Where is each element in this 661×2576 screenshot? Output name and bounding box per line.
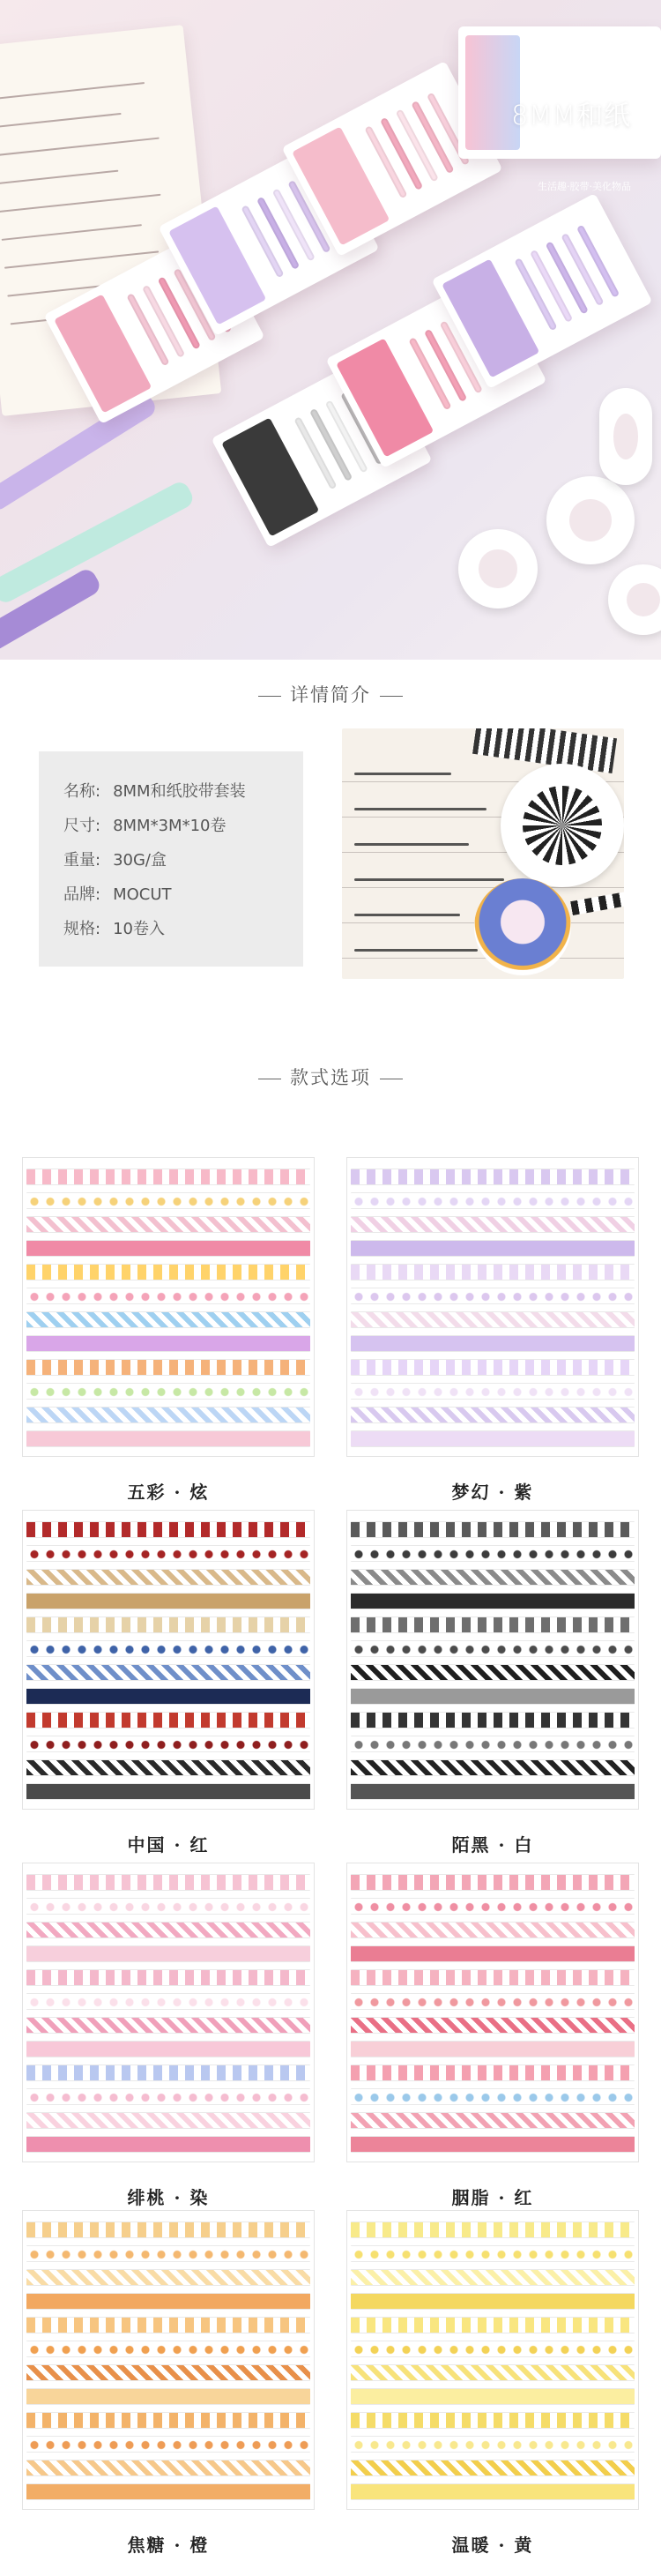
tape-strip xyxy=(26,1688,310,1705)
tape-roll xyxy=(599,388,652,485)
tape-sample-sheet xyxy=(22,2210,315,2510)
tape-strip xyxy=(26,1783,310,1800)
tape-strip xyxy=(26,1736,310,1752)
detail-value: MOCUT xyxy=(113,885,172,904)
tape-strip xyxy=(351,2412,635,2429)
tape-strip xyxy=(351,1640,635,1657)
variant-card[interactable] xyxy=(22,1157,315,1503)
tape-strip xyxy=(351,1407,635,1423)
tape-strip xyxy=(26,1898,310,1915)
variant-name: 中国 · 红 xyxy=(127,1834,210,1855)
detail-value: 8MM*3M*10卷 xyxy=(113,817,227,835)
tape-strip xyxy=(351,2017,635,2034)
tape-strip xyxy=(26,2460,310,2476)
tape-strip xyxy=(26,2017,310,2034)
tape-strip xyxy=(351,1898,635,1915)
variant-name: 陌黑 · 白 xyxy=(451,1834,534,1855)
tape-strip xyxy=(26,1359,310,1376)
variants-heading xyxy=(0,1064,661,1090)
tape-strip xyxy=(26,2412,310,2429)
variant-name: 焦糖 · 橙 xyxy=(127,2535,210,2556)
tape-strip xyxy=(26,1407,310,1423)
tape-strip xyxy=(26,1335,310,1352)
detail-value: 10卷入 xyxy=(113,920,165,938)
tape-roll xyxy=(546,476,635,564)
tape-strip xyxy=(351,1922,635,1938)
tape-strip xyxy=(351,1383,635,1400)
tape-strip xyxy=(26,2088,310,2105)
tape-strip xyxy=(26,1664,310,1681)
tape-strip xyxy=(351,2460,635,2476)
tape-strip xyxy=(26,2436,310,2453)
variants-heading-text: 款式选项 xyxy=(290,1067,371,1088)
tape-strip xyxy=(351,1240,635,1257)
detail-key: 名称: xyxy=(63,782,101,801)
tape-strip xyxy=(351,2221,635,2238)
tape-strip xyxy=(26,2293,310,2310)
tape-strip xyxy=(26,1569,310,1586)
detail-key: 规格: xyxy=(63,920,101,938)
tape-sample-sheet xyxy=(346,1510,639,1810)
tape-strip xyxy=(26,2483,310,2500)
tape-strip xyxy=(351,2041,635,2057)
tape-strip xyxy=(26,1922,310,1938)
tape-strip xyxy=(351,1569,635,1586)
tape-strip xyxy=(351,2245,635,2262)
tape-strip xyxy=(351,1335,635,1352)
tape-strip xyxy=(351,1216,635,1233)
details-heading-text: 详情简介 xyxy=(290,684,371,706)
tape-strip xyxy=(26,1169,310,1185)
tape-sample-sheet xyxy=(346,1863,639,2162)
hero-title: 8MM和纸 xyxy=(511,101,631,131)
tape-strip xyxy=(351,1736,635,1752)
tape-sample-sheet xyxy=(346,1157,639,1457)
tape-strip xyxy=(351,2293,635,2310)
variant-card[interactable] xyxy=(22,2210,315,2556)
hero-subtitle: 手账装 xyxy=(586,142,631,160)
tape-strip xyxy=(26,1288,310,1304)
tape-sample-sheet xyxy=(346,2210,639,2510)
tape-strip xyxy=(26,1264,310,1281)
tape-strip xyxy=(351,1617,635,1633)
variant-card[interactable] xyxy=(346,2210,639,2556)
tape-strip xyxy=(351,1311,635,1328)
tape-strip xyxy=(26,2317,310,2333)
tape-strip xyxy=(351,2136,635,2153)
tape-strip xyxy=(26,1216,310,1233)
tape-strip xyxy=(351,1545,635,1562)
detail-row xyxy=(63,809,303,843)
tape-strip xyxy=(351,1288,635,1304)
tape-strip xyxy=(26,1759,310,1776)
tape-strip xyxy=(26,2112,310,2129)
tape-strip xyxy=(26,1617,310,1633)
tape-strip xyxy=(351,1688,635,1705)
detail-value: 8MM和纸胶带套装 xyxy=(113,782,246,801)
variant-card[interactable] xyxy=(22,1863,315,2208)
tape-strip xyxy=(351,1759,635,1776)
tape-strip xyxy=(351,1593,635,1609)
detail-key: 尺寸: xyxy=(63,817,101,835)
tape-strip xyxy=(351,1969,635,1986)
details-heading xyxy=(0,681,661,707)
tape-strip xyxy=(26,1969,310,1986)
detail-row xyxy=(63,774,303,809)
variant-card[interactable] xyxy=(346,1157,639,1503)
variant-name: 温暖 · 黄 xyxy=(451,2535,534,2556)
tape-strip xyxy=(351,2341,635,2357)
variant-card[interactable] xyxy=(346,1510,639,1855)
tape-strip xyxy=(351,2388,635,2405)
variant-name: 五彩 · 炫 xyxy=(127,1482,210,1503)
tape-strip xyxy=(351,1993,635,2010)
tape-strip xyxy=(26,1593,310,1609)
details-panel xyxy=(39,751,303,967)
tape-roll xyxy=(458,529,538,609)
tape-strip xyxy=(351,2436,635,2453)
tape-strip xyxy=(26,2245,310,2262)
detail-row xyxy=(63,877,303,912)
tape-strip xyxy=(351,2364,635,2381)
tape-strip xyxy=(351,2112,635,2129)
tape-strip xyxy=(351,2483,635,2500)
tape-strip xyxy=(26,2269,310,2286)
tape-strip xyxy=(351,2317,635,2333)
detail-row xyxy=(63,843,303,877)
tape-strip xyxy=(26,2221,310,2238)
tape-strip xyxy=(26,1545,310,1562)
tape-strip xyxy=(351,1521,635,1538)
tape-strip xyxy=(26,1383,310,1400)
tape-strip xyxy=(351,1874,635,1891)
tape-strip xyxy=(351,2269,635,2286)
tape-strip xyxy=(26,1521,310,1538)
tape-strip xyxy=(26,1192,310,1209)
tape-strip xyxy=(351,2065,635,2081)
tape-strip xyxy=(351,1664,635,1681)
tape-strip xyxy=(351,1712,635,1729)
tape-strip xyxy=(26,1874,310,1891)
tape-sample-sheet xyxy=(22,1863,315,2162)
tape-roll xyxy=(608,564,661,635)
hero-overlay-text xyxy=(511,93,631,193)
tape-strip xyxy=(26,2341,310,2357)
tape-strip xyxy=(351,1264,635,1281)
tape-strip xyxy=(26,1945,310,1962)
tape-strip xyxy=(26,1640,310,1657)
hero-photo xyxy=(0,0,661,660)
detail-key: 重量: xyxy=(63,851,101,870)
tape-strip xyxy=(26,2136,310,2153)
tape-strip xyxy=(351,1169,635,1185)
tape-strip xyxy=(26,2065,310,2081)
tape-strip xyxy=(26,1430,310,1447)
tape-strip xyxy=(26,1712,310,1729)
tape-strip xyxy=(26,2041,310,2057)
tape-strip xyxy=(351,1359,635,1376)
tape-strip xyxy=(26,1311,310,1328)
detail-row xyxy=(63,912,303,946)
tape-sample-sheet xyxy=(22,1510,315,1810)
tape-strip xyxy=(351,1783,635,1800)
variant-name: 绯桃 · 染 xyxy=(127,2187,210,2208)
tape-strip xyxy=(26,1240,310,1257)
hero-footnote: 生活趣·胶带·美化物品 xyxy=(538,181,631,192)
tape-strip xyxy=(351,1430,635,1447)
tape-strip xyxy=(351,2088,635,2105)
variant-name: 胭脂 · 红 xyxy=(451,2187,534,2208)
tape-strip xyxy=(26,2388,310,2405)
variant-card[interactable] xyxy=(22,1510,315,1855)
variant-name: 梦幻 · 紫 xyxy=(451,1482,534,1503)
variant-card[interactable] xyxy=(346,1863,639,2208)
tape-strip xyxy=(351,1192,635,1209)
detail-photo xyxy=(342,728,624,979)
detail-value: 30G/盒 xyxy=(113,851,167,870)
tape-sample-sheet xyxy=(22,1157,315,1457)
tape-strip xyxy=(26,2364,310,2381)
tape-strip xyxy=(26,1993,310,2010)
tape-strip xyxy=(351,1945,635,1962)
detail-key: 品牌: xyxy=(63,885,101,904)
